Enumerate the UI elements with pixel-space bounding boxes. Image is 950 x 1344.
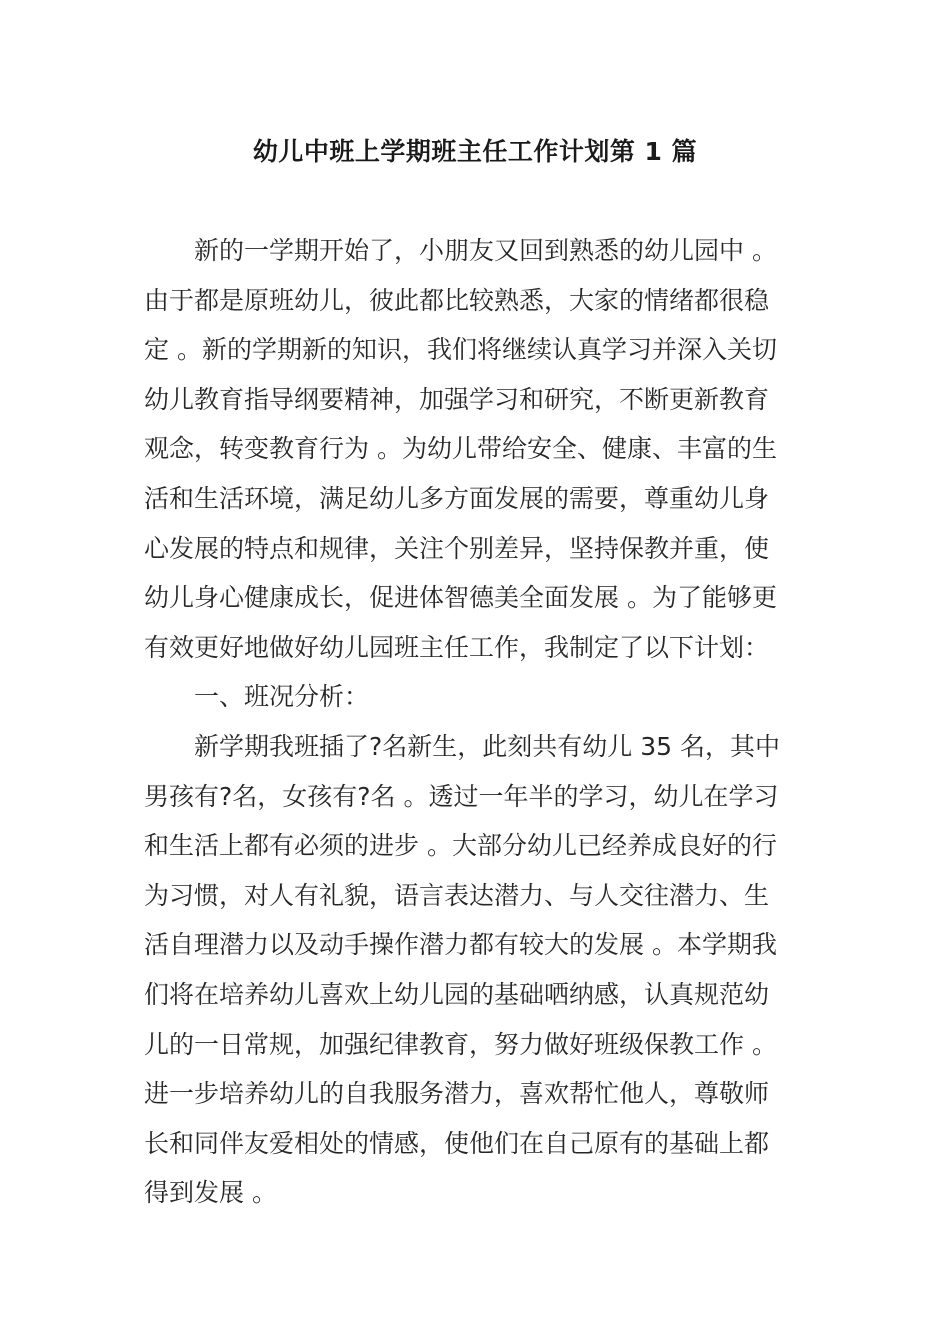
document-body [144, 226, 810, 1218]
paragraph-line: 定 。新的学期新的知识，我们将继续认真学习并深入关切 [144, 335, 777, 365]
paragraph-line: 活和生活环境，满足幼儿多方面发展的需要，尊重幼儿身 [144, 483, 770, 513]
paragraph-line: 和生活上都有必须的进步 。大部分幼儿已经养成良好的行 [144, 831, 777, 861]
paragraph-line: 长和同伴友爱相处的情感，使他们在自己原有的基础上都 [144, 1128, 770, 1158]
paragraph-line: 新的一学期开始了，小朋友又回到熟悉的幼儿园中 。 [194, 236, 777, 265]
paragraph-line: 由于都是原班幼儿，彼此都比较熟悉，大家的情绪都很稳 [144, 285, 770, 315]
paragraph-line: 活自理潜力以及动手操作潜力都有较大的发展 。本学期我 [144, 930, 777, 960]
paragraph-line: 幼儿身心健康成长，促进体智德美全面发展 。为了能够更 [144, 583, 777, 613]
paragraph-line: 为习惯，对人有礼貌，语言表达潜力、与人交往潜力、生 [144, 880, 770, 910]
paragraph-line: 观念，转变教育行为 。为幼儿带给安全、健康、丰富的生 [144, 434, 777, 464]
paragraph-line: 进一步培养幼儿的自我服务潜力，喜欢帮忙他人，尊敬师 [144, 1079, 770, 1109]
document-title: 幼儿中班上学期班主任工作计划第 1 篇 [252, 137, 698, 166]
paragraph-line: 们将在培养幼儿喜欢上幼儿园的基础哂纳感，认真规范幼 [144, 979, 770, 1009]
paragraph-line: 男孩有?名，女孩有?名 。透过一年半的学习，幼儿在学习 [144, 781, 779, 811]
paragraph-line: 新学期我班插了?名新生，此刻共有幼儿 35 名，其中 [194, 731, 780, 761]
section-heading: 一、班况分析： [194, 682, 370, 712]
paragraph-line: 心发展的特点和规律，关注个别差异，坚持保教并重，使 [144, 533, 770, 563]
paragraph-line: 儿的一日常规，加强纪律教育，努力做好班级保教工作 。 [144, 1029, 777, 1059]
paragraph-line: 有效更好地做好幼儿园班主任工作，我制定了以下计划： [144, 632, 770, 662]
paragraph-line: 幼儿教育指导纲要精神，加强学习和研究，不断更新教育 [144, 384, 770, 414]
paragraph-line: 得到发展 。 [144, 1178, 277, 1208]
